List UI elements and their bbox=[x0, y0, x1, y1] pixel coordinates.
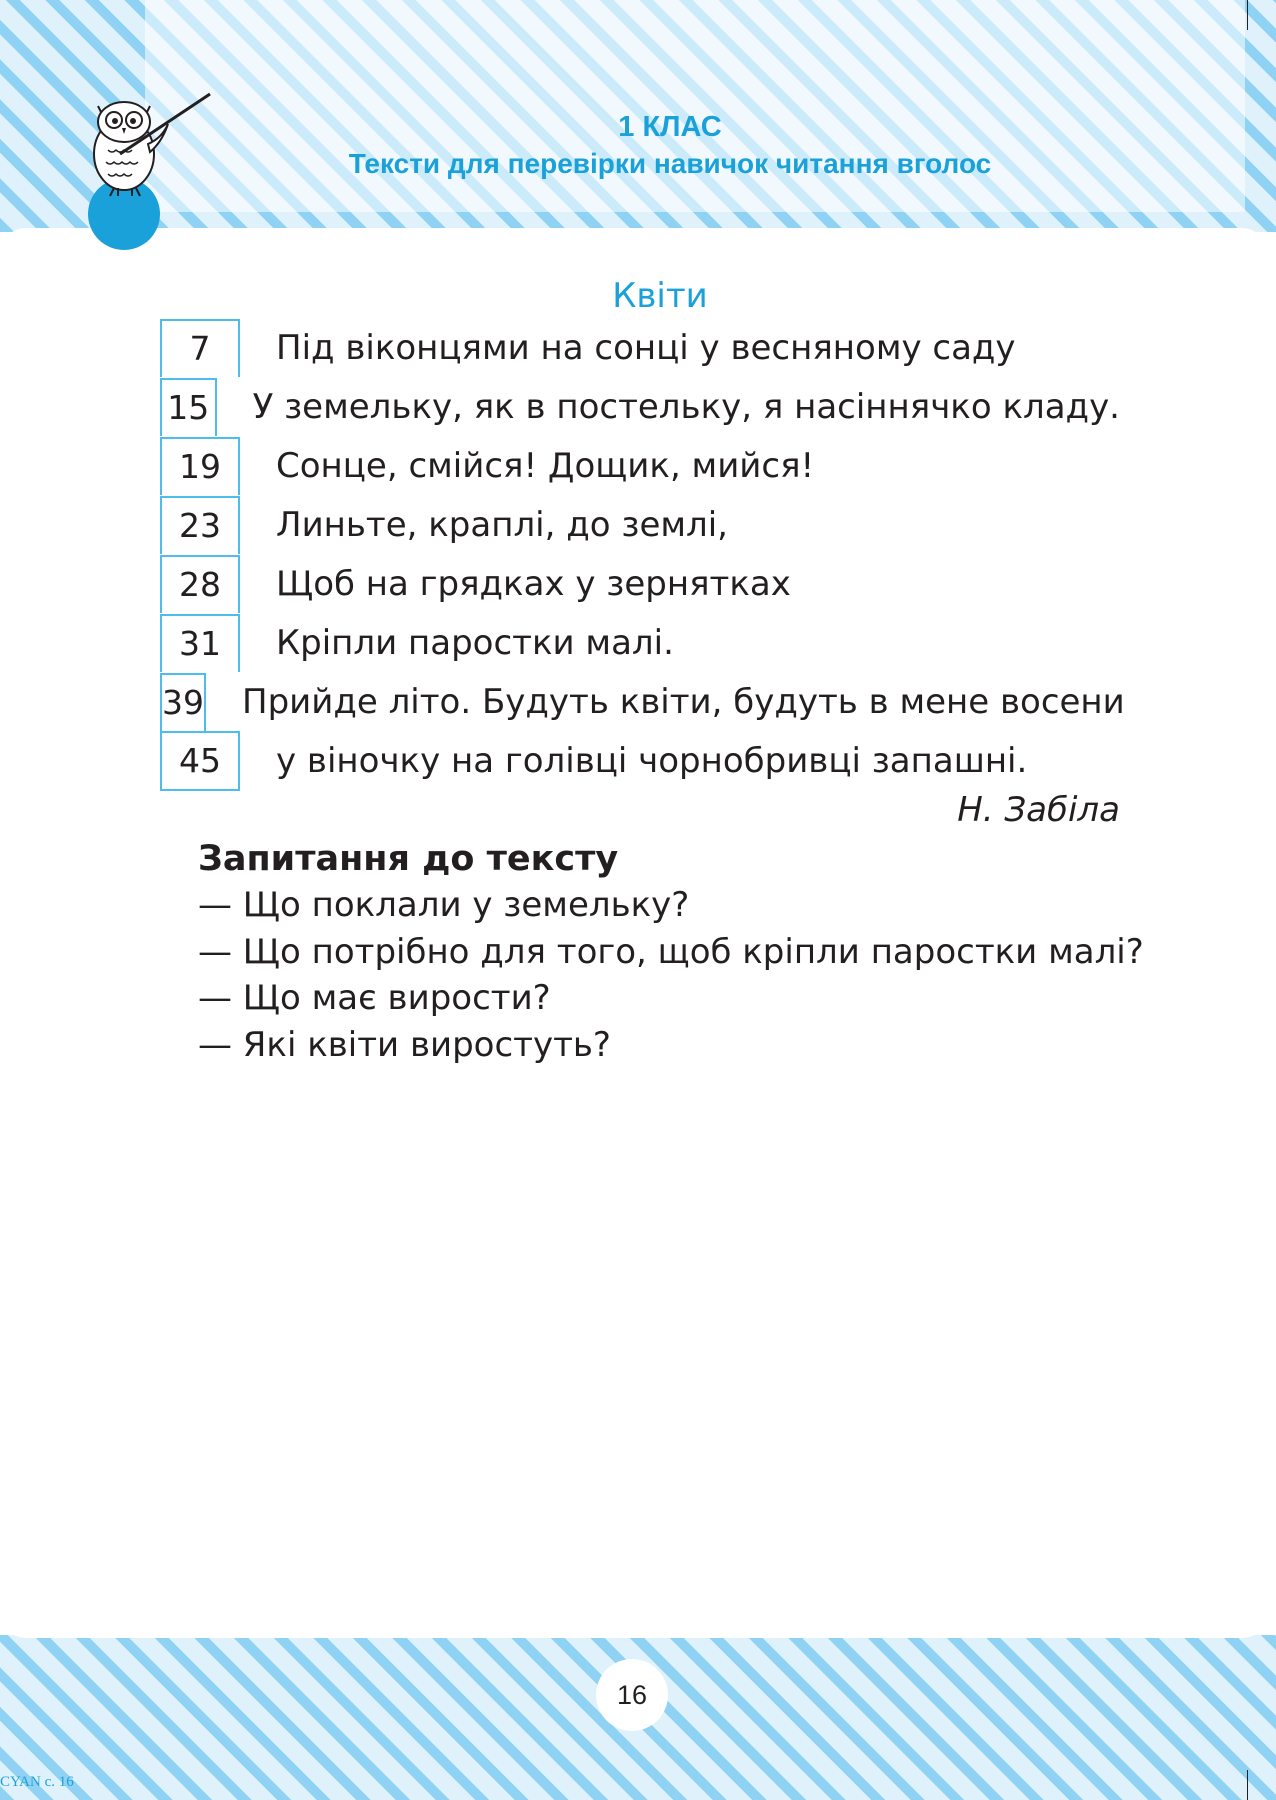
poem-line: Прийде літо. Будуть квіти, будуть в мене восени bbox=[242, 681, 1125, 722]
question-item: — Які квіти виростуть? bbox=[198, 1024, 611, 1065]
word-count-cell: 19 bbox=[160, 437, 240, 495]
crop-mark-bottom bbox=[1247, 1770, 1248, 1800]
word-count-cell: 45 bbox=[160, 731, 240, 791]
poem-line: Линьте, краплі, до землі, bbox=[276, 504, 728, 545]
word-count-cell: 15 bbox=[160, 378, 217, 436]
poem-title: Квіти bbox=[612, 276, 708, 316]
poem-row bbox=[160, 377, 1120, 436]
word-count-cell: 28 bbox=[160, 555, 240, 613]
owl-with-pointer-icon bbox=[80, 84, 220, 250]
poem-author: Н. Забіла bbox=[957, 790, 1120, 830]
poem-line: Сонце, смійся! Дощик, мийся! bbox=[276, 445, 815, 486]
questions-heading: Запитання до тексту bbox=[198, 839, 619, 879]
print-mark: CYAN с. 16 bbox=[0, 1774, 74, 1790]
page-number: 16 bbox=[596, 1659, 668, 1731]
question-item: — Що потрібно для того, щоб кріпли паростки малі? bbox=[198, 931, 1144, 972]
poem-line: у віночку на голівці чорнобривці запашні. bbox=[276, 740, 1028, 781]
question-item: — Що поклали у земельку? bbox=[198, 885, 690, 925]
crop-mark-top bbox=[1247, 0, 1248, 30]
question-item: — Що має вирости? bbox=[198, 978, 551, 1018]
poem-body bbox=[160, 318, 1125, 790]
poem-row bbox=[160, 318, 1120, 377]
word-count-cell: 7 bbox=[160, 319, 240, 377]
word-count-cell: 39 bbox=[160, 673, 206, 731]
grade-label: 1 КЛАС bbox=[618, 111, 722, 143]
poem-row bbox=[160, 672, 1125, 731]
poem-row bbox=[160, 613, 1120, 672]
poem-line: У земельку, як в постельку, я насіннячко кладу. bbox=[252, 386, 1120, 427]
section-subtitle: Тексти для перевірки навичок читання вголос bbox=[348, 148, 992, 179]
poem-row bbox=[160, 731, 1120, 790]
poem-row bbox=[160, 436, 1120, 495]
word-count-cell: 23 bbox=[160, 496, 240, 554]
poem-row bbox=[160, 554, 1120, 613]
poem-line: Щоб на грядках у зернятках bbox=[276, 563, 791, 604]
poem-line: Під віконцями на сонці у весняному саду bbox=[276, 327, 1016, 368]
poem-line: Кріпли паростки малі. bbox=[276, 622, 674, 663]
word-count-cell: 31 bbox=[160, 614, 240, 672]
poem-row bbox=[160, 495, 1120, 554]
questions-section bbox=[198, 836, 1198, 1068]
